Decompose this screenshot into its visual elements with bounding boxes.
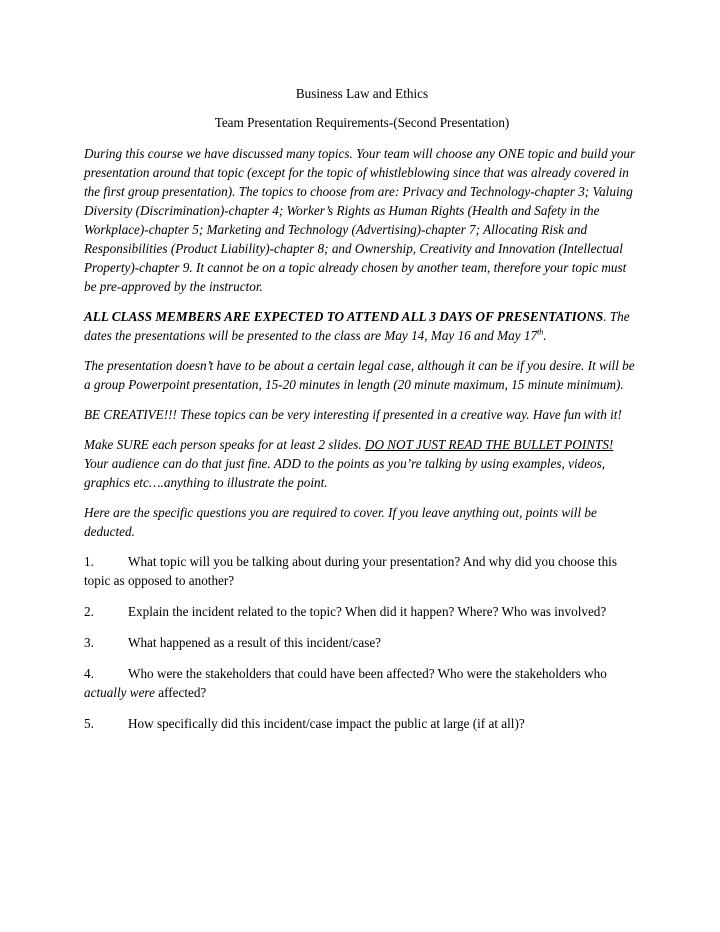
slides-paragraph	[84, 435, 640, 492]
document-subtitle: Team Presentation Requirements-(Second Presentation)	[214, 115, 510, 130]
format-paragraph: The presentation doesn’t have to be about a certain legal case, although it can be if you desire. It will be a group Powerpoint presentation, 15-20 minutes in length (20 minute maximum, 15 minute minimum).	[84, 358, 635, 392]
question-item	[84, 633, 640, 652]
question-item	[84, 714, 640, 733]
question-number: 4.	[84, 666, 94, 681]
question-text-end: affected?	[154, 685, 207, 700]
attendance-bold-text: ALL CLASS MEMBERS ARE EXPECTED TO ATTEND ALL 3 DAYS OF PRESENTATIONS	[84, 309, 604, 324]
intro-paragraph: During this course we have discussed many topics. Your team will choose any ONE topic and build your presentation around that topic (except for the topic of whistleblowing since that was already covered in the first group presentation). The topics to choose from are: Privacy and Technology-chapter 3; Valuing Diversity (Discrimination)-chapter 4; Worker’s Rights as Human Rights (Health and Safety in the Workplace)-chapter 5; Marketing and Technology (Advertising)-chapter 7; Allocating Risk and Responsibilities (Product Liability)-chapter 8; and Ownership, Creativity and Innovation (Intellectual Property)-chapter 9. It cannot be on a topic already chosen by another team, therefore your topic must be pre-approved by the instructor.	[84, 146, 636, 294]
creative-paragraph: BE CREATIVE!!! These topics can be very interesting if presented in a creative way. Have fun with it!	[84, 407, 622, 422]
questions-intro-paragraph: Here are the specific questions you are required to cover. If you leave anything out, points will be deducted.	[84, 505, 597, 539]
question-number: 5.	[84, 716, 94, 731]
question-text: How specifically did this incident/case impact the public at large (if at all)?	[128, 716, 525, 731]
slides-underlined-text: DO NOT JUST READ THE BULLET POINTS!	[364, 437, 614, 452]
slides-text-b: Your audience can do that just fine. ADD to the points as you’re talking by using examples, videos, graphics etc….anything to illustrate the point.	[84, 456, 606, 490]
question-number: 3.	[84, 635, 94, 650]
document-body	[84, 84, 640, 745]
question-italic-text: actually were	[84, 685, 155, 700]
question-text: What happened as a result of this incident/case?	[128, 635, 382, 650]
question-item	[84, 602, 640, 621]
slides-text-a: Make SURE each person speaks for at least 2 slides.	[84, 437, 365, 452]
attendance-paragraph	[84, 307, 640, 345]
attendance-superscript: th	[537, 327, 544, 337]
question-number: 1.	[84, 554, 94, 569]
question-text: What topic will you be talking about during your presentation? And why did you choose this topic as opposed to another?	[84, 554, 617, 588]
attendance-end: .	[543, 328, 547, 343]
question-text: Explain the incident related to the topic? When did it happen? Where? Who was involved?	[128, 604, 607, 619]
question-text: Who were the stakeholders that could have been affected? Who were the stakeholders who	[128, 666, 607, 681]
question-item	[84, 664, 640, 702]
question-number: 2.	[84, 604, 94, 619]
attendance-dates-text: . The dates the presentations will be presented to the class are May 14, May 16 and May 17	[84, 309, 630, 343]
question-item	[84, 552, 640, 590]
document-title: Business Law and Ethics	[295, 86, 429, 101]
